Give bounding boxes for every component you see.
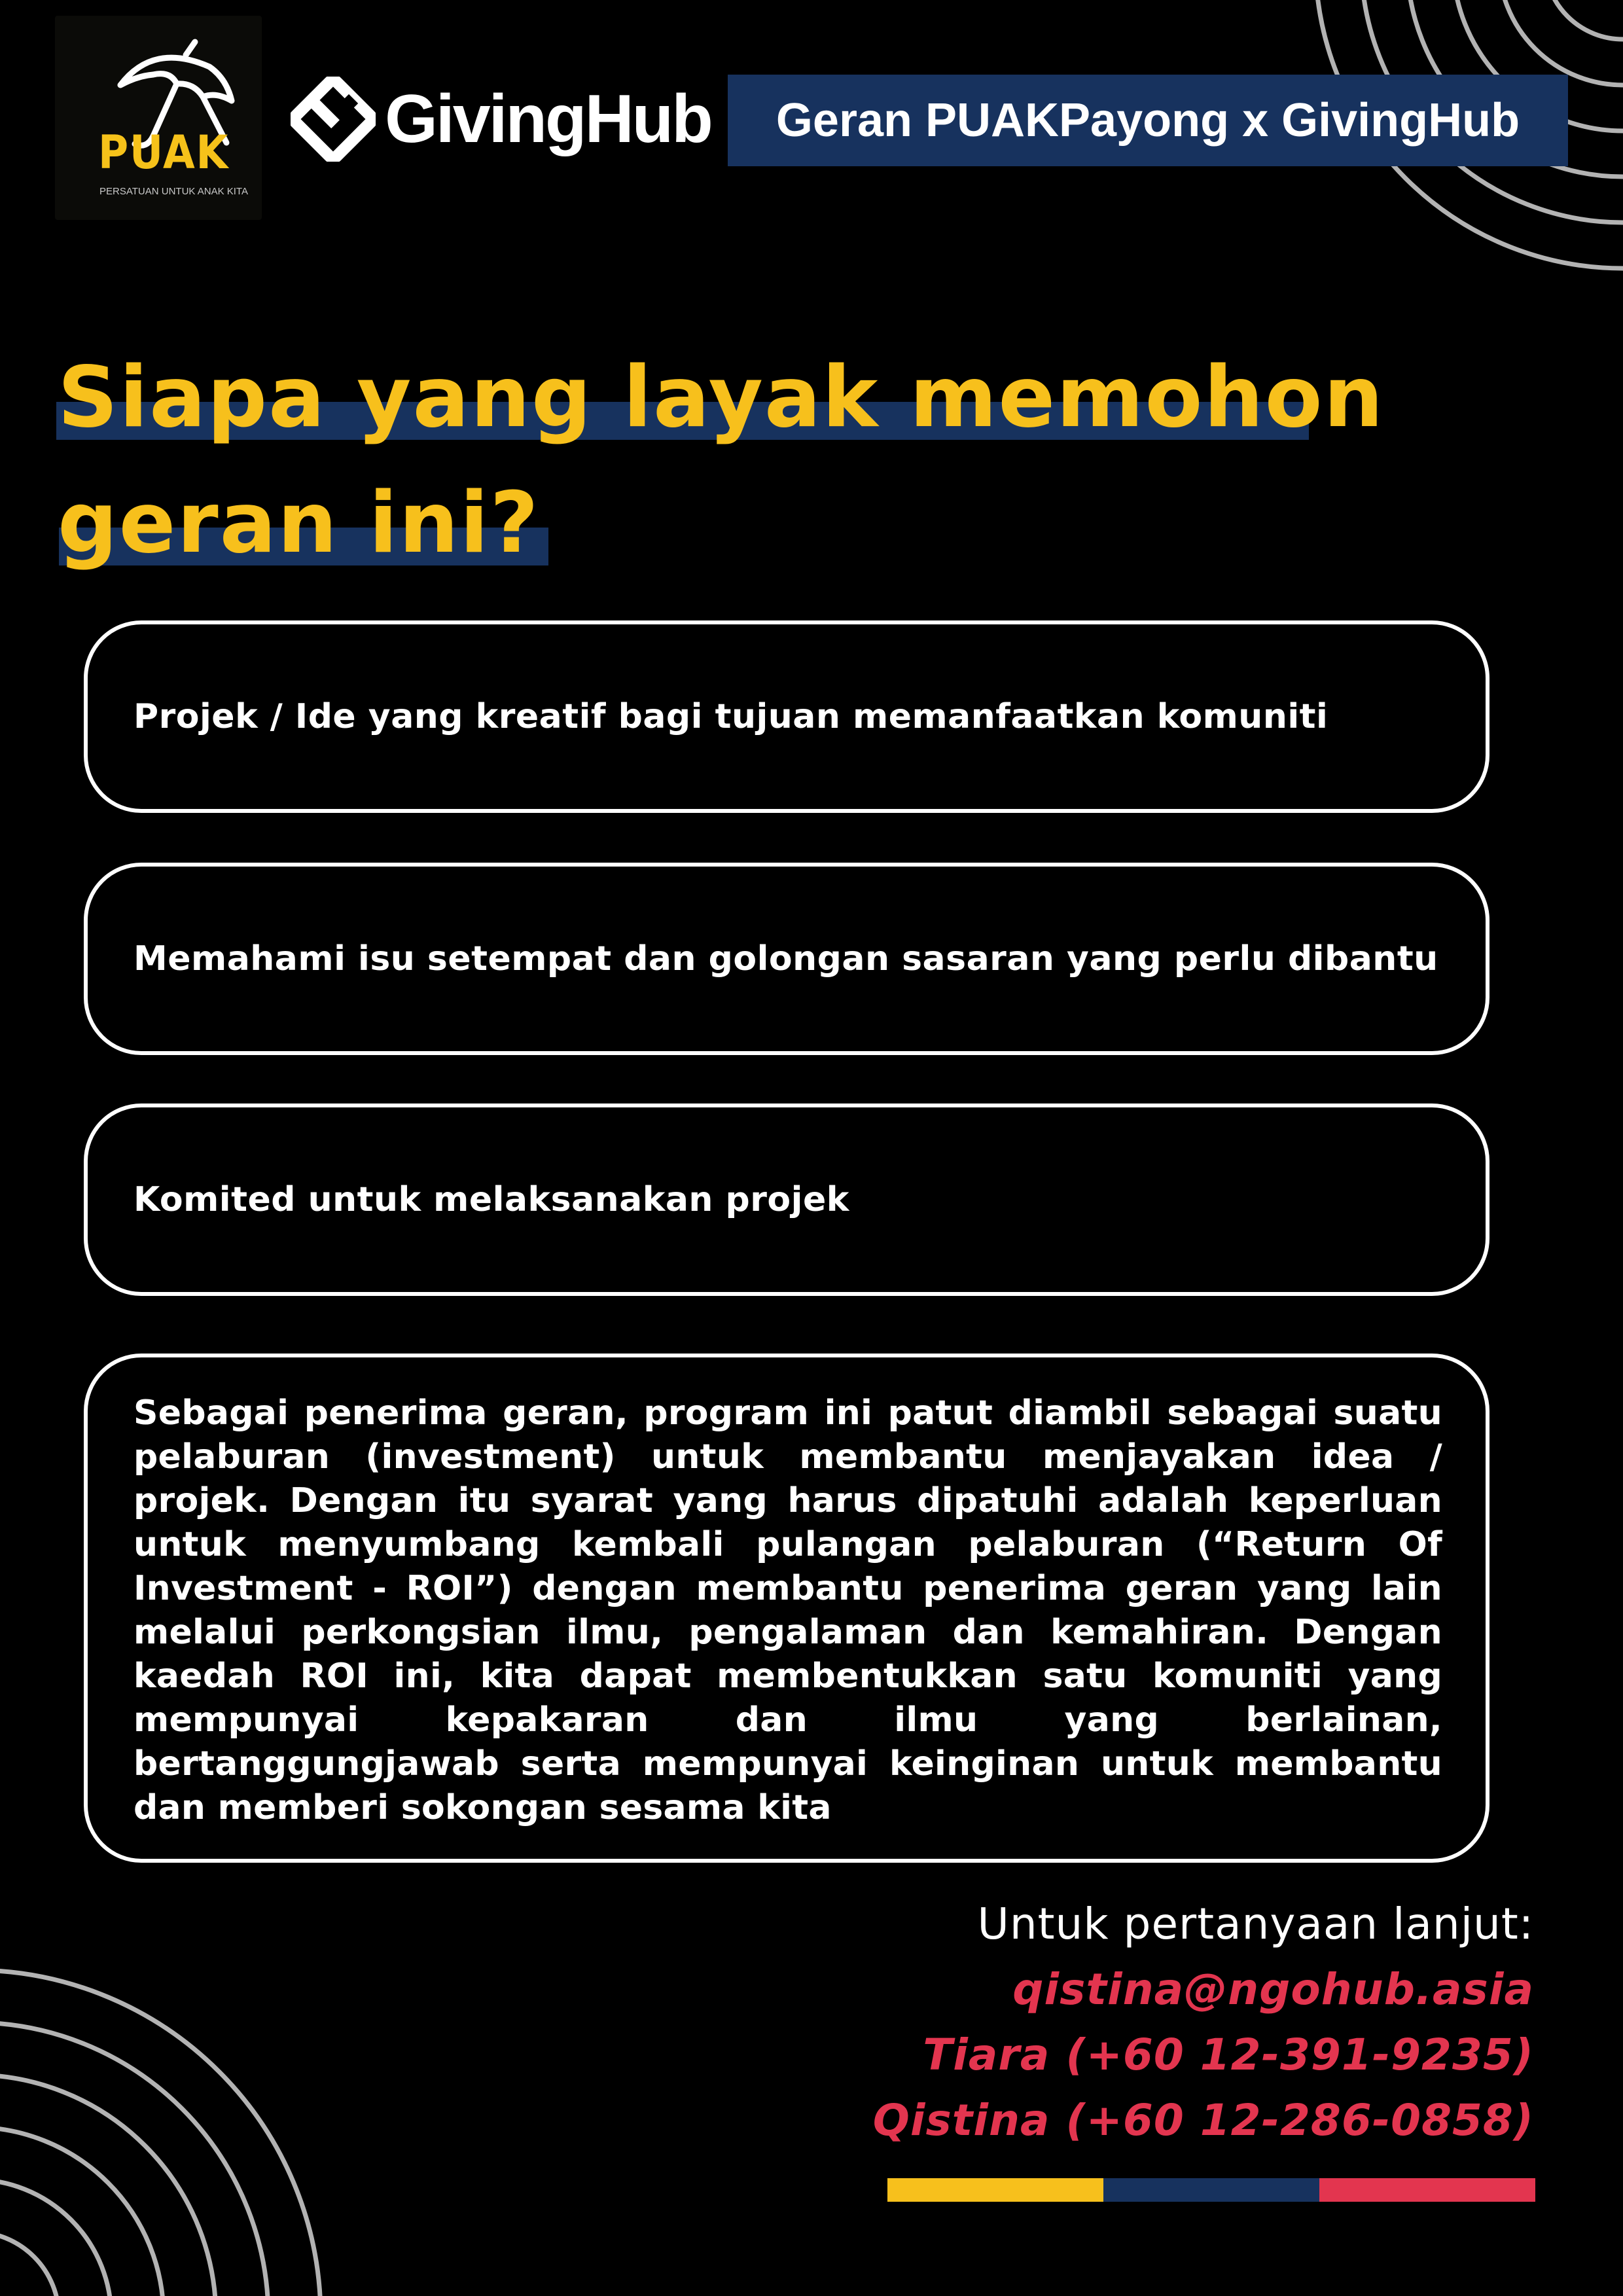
criteria-card-1: [84, 620, 1489, 813]
title-banner: [728, 75, 1568, 166]
givinghub-logo: [291, 73, 711, 165]
contact-phone-tiara[interactable]: Tiara (+60 12-391-9235): [923, 2030, 1534, 2080]
puak-logo: [55, 16, 262, 220]
banner-title: Geran PUAKPayong x GivingHub: [776, 94, 1520, 147]
criteria-text-2: Memahami isu setempat dan golongan sasaran yang perlu dibantu: [134, 939, 1438, 978]
color-stripes: [887, 2178, 1535, 2202]
page-heading: [58, 335, 1497, 586]
decorative-arcs-bottom-left: [0, 1898, 393, 2296]
stripe-red: [1319, 2178, 1535, 2202]
criteria-text-1: Projek / Ide yang kreatif bagi tujuan memanfaatkan komuniti: [134, 697, 1329, 736]
puak-wordmark: PUAK: [98, 126, 230, 179]
criteria-text-3: Komited untuk melaksanakan projek: [134, 1180, 849, 1219]
heading-line-1: Siapa yang layak memohon: [58, 349, 1385, 446]
decorative-arcs-top-right: [1230, 0, 1623, 393]
criteria-card-3: [84, 1103, 1489, 1296]
contact-phone-qistina[interactable]: Qistina (+60 12-286-0858): [872, 2095, 1534, 2145]
heading-line-2: geran ini?: [58, 475, 540, 572]
contact-label: Untuk pertanyaan lanjut:: [977, 1899, 1534, 1949]
note-text: Sebagai penerima geran, program ini patut diambil sebagai suatu pelaburan (investment) untuk membantu menjayakan idea / projek. Dengan itu syarat yang harus dipatuhi adalah keperluan untuk menyumbang kembali pulangan pelaburan (“Return Of Investment - ROI”) dengan membantu penerima geran yang lain melalui perkongsian ilmu, pengalaman dan kemahiran. Dengan kaedah ROI ini, kita dapat membentukkan satu komuniti yang mempunyai kepakaran dan ilmu yang berlainan, bertanggungjawab serta mempunyai keinginan untuk membantu dan memberi sokongan sesama kita: [134, 1393, 1442, 1827]
contact-email[interactable]: qistina@ngohub.asia: [1012, 1964, 1534, 2015]
givinghub-mark-icon: [291, 77, 376, 162]
criteria-card-2: [84, 863, 1489, 1055]
note-card: [84, 1354, 1489, 1863]
stripe-navy: [1103, 2178, 1319, 2202]
puak-tagline: PERSATUAN UNTUK ANAK KITA: [99, 186, 248, 197]
givinghub-wordmark: GivingHub: [385, 81, 711, 157]
contact-block: [873, 1892, 1534, 2153]
stripe-yellow: [887, 2178, 1103, 2202]
